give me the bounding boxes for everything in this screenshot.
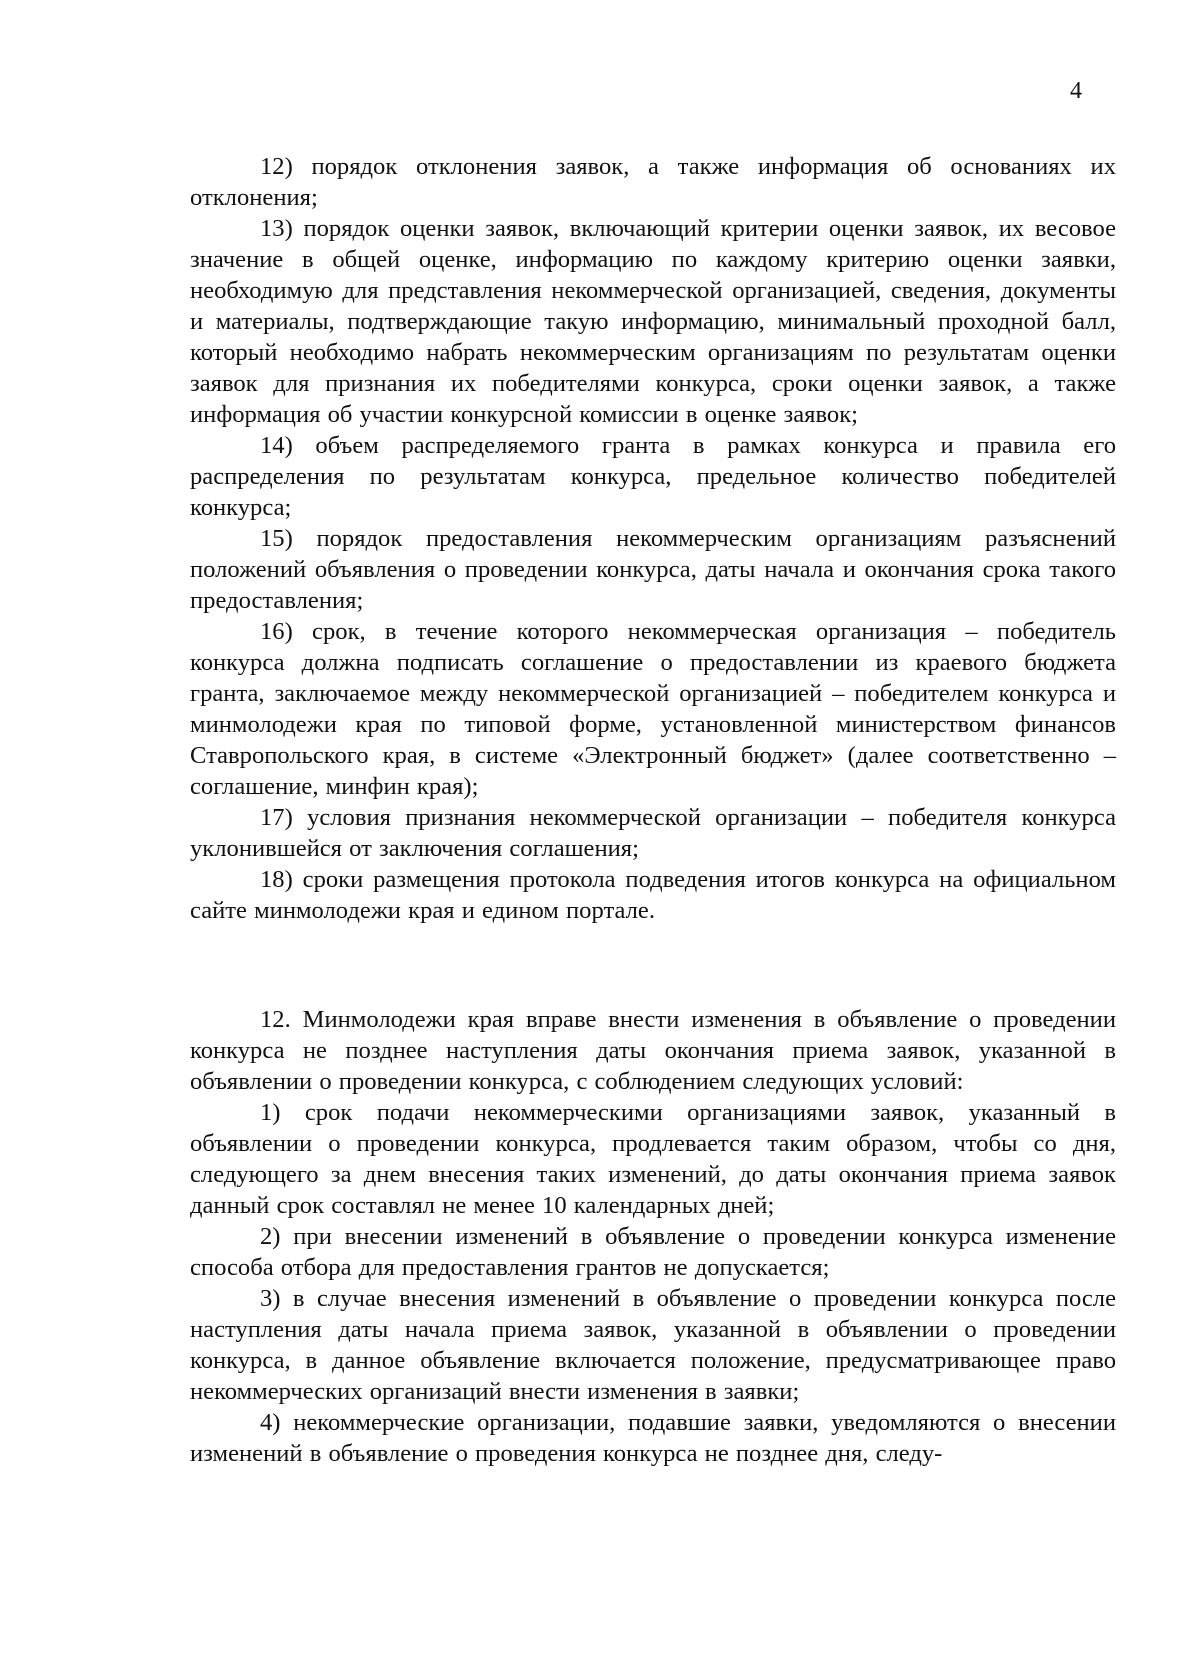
item-12: 12) порядок отклонения заявок, а также информация об основаниях их отклонения;	[190, 153, 1116, 211]
section-12-intro: 12. Минмолодежи края вправе внести изменения в объявление о проведении конкурса не позднее наступления даты окончания приема заявок, указанной в объявлении о проведении конкурса, с соблюдением следующих условий:	[190, 1006, 1116, 1095]
page-number: 4	[1070, 78, 1082, 104]
section-12	[190, 1004, 1116, 1469]
item-15: 15) порядок предоставления некоммерческим организациям разъяснений положений объявления о проведении конкурса, даты начала и окончания срока такого предоставления;	[190, 525, 1116, 614]
condition-1: 1) срок подачи некоммерческими организациями заявок, указанный в объявлении о проведении конкурса, продлевается таким образом, чтобы со дня, следующего за днем внесения таких изменений, до даты окончания приема заявок данный срок составлял не менее 10 календарных дней;	[190, 1099, 1116, 1219]
item-17: 17) условия признания некоммерческой организации – победителя конкурса уклонившейся от заключения соглашения;	[190, 804, 1116, 862]
condition-4: 4) некоммерческие организации, подавшие заявки, уведомляются о внесении изменений в объявление о проведения конкурса не позднее дня, следу-	[190, 1409, 1116, 1467]
item-14: 14) объем распределяемого гранта в рамках конкурса и правила его распределения по результатам конкурса, предельное количество победителей конкурса;	[190, 432, 1116, 521]
item-18: 18) сроки размещения протокола подведения итогов конкурса на официальном сайте минмолодежи края и едином портале.	[190, 866, 1116, 924]
condition-2: 2) при внесении изменений в объявление о проведении конкурса изменение способа отбора для предоставления грантов не допускается;	[190, 1223, 1116, 1281]
item-16: 16) срок, в течение которого некоммерческая организация – победитель конкурса должна подписать соглашение о предоставлении из краевого бюджета гранта, заключаемое между некоммерческой организацией – победителем конкурса и минмолодежи края по типовой форме, установленной министерством финансов Ставропольского края, в системе «Электронный бюджет» (далее соответственно – соглашение, минфин края);	[190, 618, 1116, 800]
item-13: 13) порядок оценки заявок, включающий критерии оценки заявок, их весовое значение в общей оценке, информацию по каждому критерию оценки заявки, необходимую для представления некоммерческой организацией, сведения, документы и материалы, подтверждающие такую информацию, минимальный проходной балл, который необходимо набрать некоммерческим организациям по результатам оценки заявок для признания их победителями конкурса, сроки оценки заявок, а также информация об участии конкурсной комиссии в оценке заявок;	[190, 215, 1116, 428]
condition-3: 3) в случае внесения изменений в объявление о проведении конкурса после наступления даты начала приема заявок, указанной в объявлении о проведении конкурса, в данное объявление включается положение, предусматривающее право некоммерческих организаций внести изменения в заявки;	[190, 1285, 1116, 1405]
items-list	[190, 151, 1116, 926]
